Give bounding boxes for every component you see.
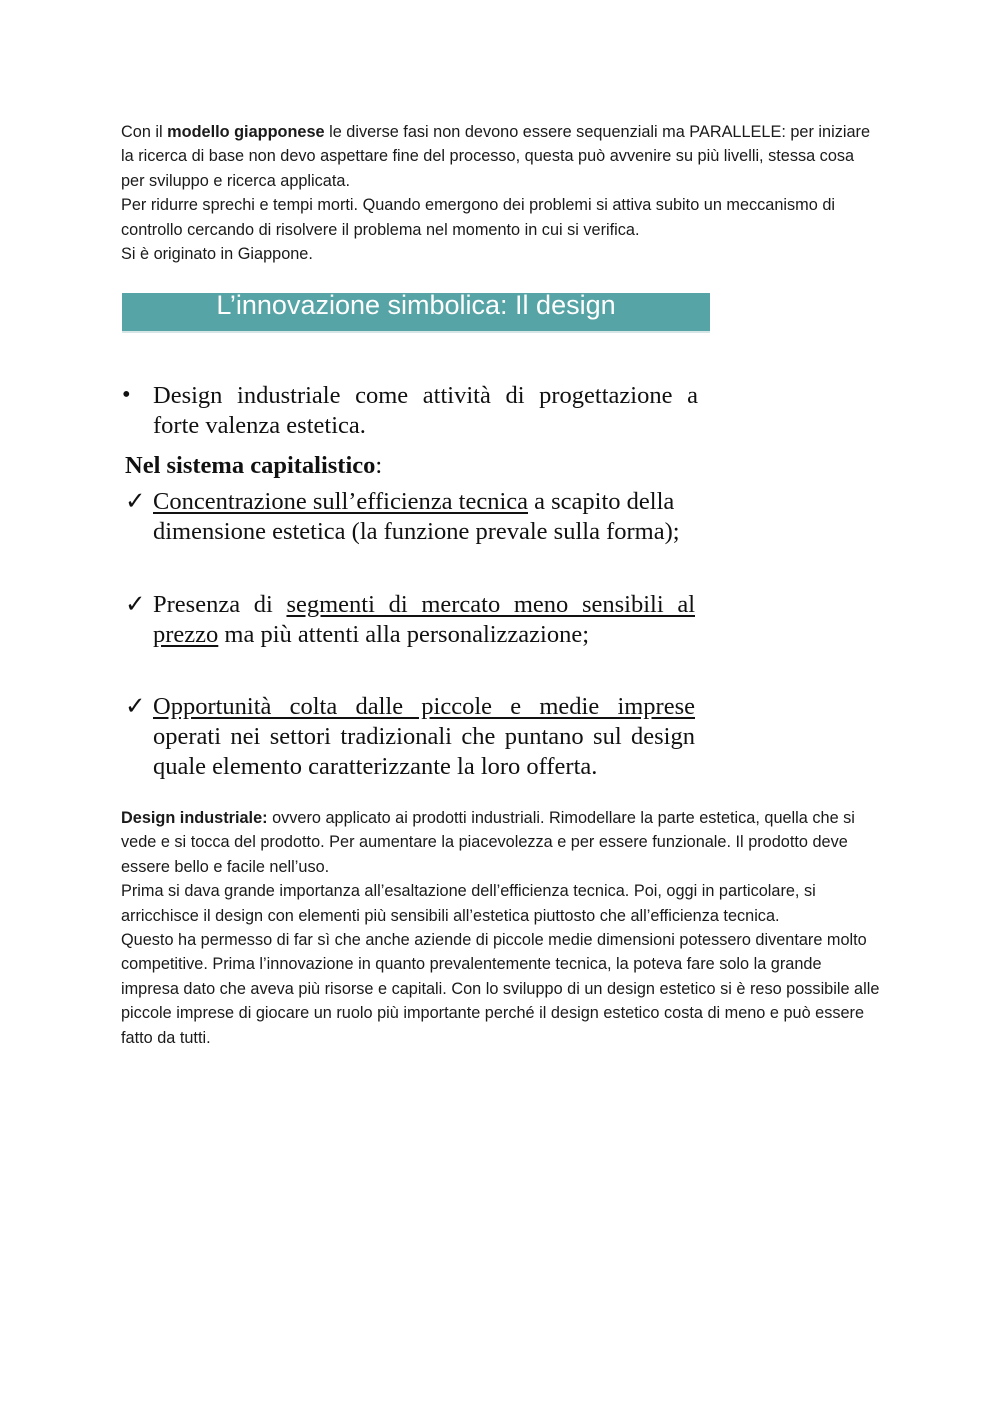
check-item-3-text <box>153 692 695 782</box>
check-item-3-underlined: Opportunità colta dalle piccole e medie imprese <box>153 693 695 720</box>
slide-title-bar <box>122 293 710 333</box>
check-item-2-rest: ma più attenti alla personalizzazione; <box>218 621 590 648</box>
check-item-2-text <box>153 590 695 650</box>
slide-heading <box>125 451 382 481</box>
intro-p1-rest: le diverse fasi non devono essere sequenziali ma PARALLELE: per iniziare la ricerca di base non devo aspettare fine del processo, questa può avvenire su più livelli, stessa cosa per sviluppo e ricerca applicata. <box>121 123 870 190</box>
body-text <box>121 806 881 1050</box>
check-icon: ✓ <box>125 591 146 618</box>
intro-text <box>121 120 881 266</box>
check-item-2-lead: Presenza di <box>153 591 287 618</box>
check-item-3-rest: operati nei settori tradizionali che puntano sul design quale elemento caratterizzante la loro offerta. <box>153 723 695 780</box>
check-item-1-rest: a scapito della dimensione estetica (la funzione prevale sulla forma); <box>153 488 680 545</box>
body-p1-rest: ovvero applicato ai prodotti industriali. Rimodellare la parte estetica, quella che si vede e si tocca del prodotto. Per aumentare la piacevolezza e per essere funzionale. Il prodotto deve essere bello e facile nell’uso. <box>121 809 855 876</box>
check-icon: ✓ <box>125 693 146 720</box>
slide-title: L’innovazione simbolica: Il design <box>216 293 616 320</box>
check-item-1-text <box>153 487 695 547</box>
heading-text: Nel sistema capitalistico <box>125 452 376 479</box>
check-item-1-underlined: Concentrazione sull’efficienza tecnica <box>153 488 529 515</box>
bullet-text: Design industriale come attività di progettazione a forte valenza estetica. <box>153 382 698 439</box>
intro-paragraph-3: Si è originato in Giappone. <box>121 245 313 264</box>
heading-colon: : <box>375 452 383 479</box>
bullet-marker: • <box>122 381 131 408</box>
body-paragraph-1 <box>121 806 881 879</box>
check-icon: ✓ <box>125 488 146 515</box>
body-paragraph-2: Prima si dava grande importanza all’esaltazione dell’efficienza tecnica. Poi, oggi in particolare, si arricchisce il design con elementi più sensibili all’estetica piuttosto che all’efficienza tecnica. <box>121 882 816 925</box>
intro-paragraph-2: Per ridurre sprechi e tempi morti. Quando emergono dei problemi si attiva subito un meccanismo di controllo cercando di risolvere il problema nel momento in cui si verifica. <box>121 196 835 239</box>
intro-paragraph-1 <box>121 120 881 193</box>
body-paragraph-3: Questo ha permesso di far sì che anche aziende di piccole medie dimensioni potessero diventare molto competitive. Prima l’innovazione in quanto prevalentemente tecnica, la poteva fare solo la grande impresa dato che aveva più risorse e capitali. Con lo sviluppo di un design estetico si è reso possibile alle piccole imprese di giocare un ruolo più importante perché il design estetico costa di meno e può essere fatto da tutti. <box>121 931 880 1047</box>
body-p1-bold: Design industriale: <box>121 809 268 827</box>
embedded-slide <box>122 293 712 783</box>
intro-p1-bold: modello giapponese <box>167 123 325 141</box>
intro-p1-lead: Con il <box>121 123 168 141</box>
check-item-2-underlined: segmenti di mercato meno sensibili al prezzo <box>153 591 695 648</box>
